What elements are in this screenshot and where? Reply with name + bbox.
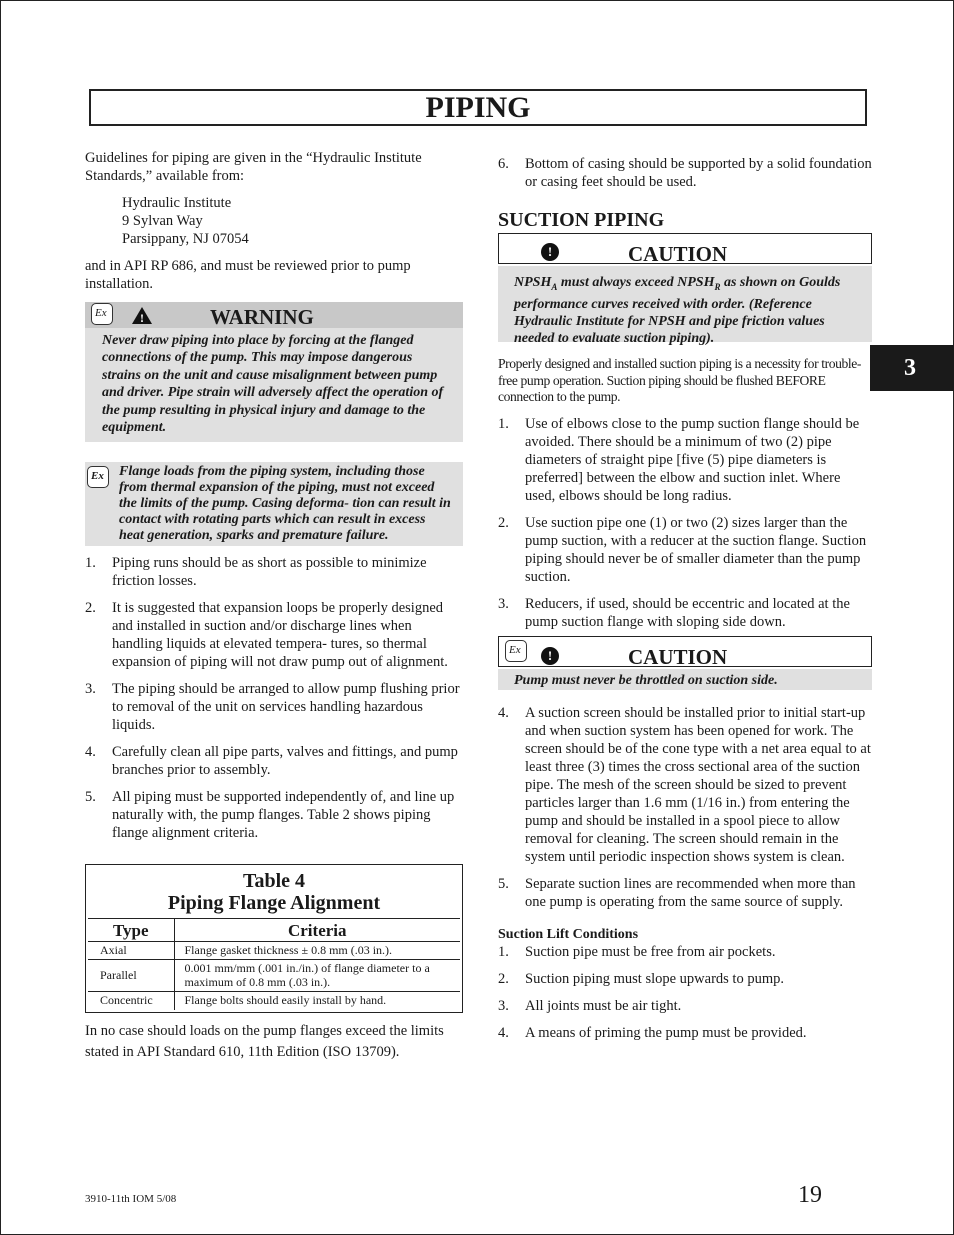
flange-load-text: Flange loads from the piping system, including those from thermal expansion of the piping, must not exceed the limits of the pump. Casing deforma- tion can result in contact with rotating parts which can result in excess heat generation, sparks and premature failure.: [119, 464, 451, 543]
warning-label: WARNING: [210, 305, 314, 329]
caution-label: CAUTION: [628, 644, 728, 669]
page-title-box: [89, 89, 867, 126]
table-header-type: Type: [88, 919, 174, 942]
closing-text: In no case should loads on the pump flanges exceed the limits stated in API Standard 610, 11th Edition (ISO 13709).: [85, 1022, 444, 1060]
list-item: 5. All piping must be supported independently of, and line up naturally with, the pump flanges. Table 2 shows piping flange alignment criteria.: [85, 789, 455, 842]
flange-alignment-table: [85, 864, 463, 1013]
address-line: 9 Sylvan Way: [122, 213, 203, 229]
section-tab: 3: [870, 345, 954, 391]
table-caption: Table 4 Piping Flange Alignment: [88, 867, 460, 919]
list-item: 3. All joints must be air tight.: [498, 997, 682, 1014]
page-title: PIPING: [425, 91, 531, 124]
list-item: 1. Piping runs should be as short as possible to minimize friction losses.: [85, 555, 427, 590]
list-item: 6. Bottom of casing should be supported by a solid foundation or casing feet should be used.: [498, 156, 872, 190]
address-block: [85, 194, 463, 248]
list-item: 1. Suction pipe must be free from air pockets.: [498, 943, 776, 960]
suction-lift-list: [498, 943, 872, 1042]
npsh-caution-text: $NPSH_A$ must always exceed $NPSH_R$ as shown on Goulds performance curves received with order. (Reference Hydraulic Institute for NPSH and pipe friction values needed to evaluate suction piping).: [498, 266, 872, 342]
warning-exclamation-icon: !: [140, 311, 144, 325]
table-header-criteria: Criteria: [174, 919, 460, 942]
left-column: [85, 149, 463, 1072]
list-item: 4. Carefully clean all pipe parts, valves and fittings, and pump branches prior to assembly.: [85, 744, 458, 779]
footer-doc-id: 3910-11th IOM 5/08: [85, 1193, 177, 1205]
api-note: and in API RP 686, and must be reviewed prior to pump installation.: [85, 258, 411, 292]
list-item: 3. Reducers, if used, should be eccentric and located at the pump suction flange with sloping side down.: [498, 595, 850, 630]
ex-icon: Ex: [87, 466, 109, 488]
flange-load-note: [85, 462, 463, 546]
ex-icon: Ex: [505, 640, 527, 662]
suction-lift-heading: Suction Lift Conditions: [498, 926, 639, 942]
page-number: 19: [798, 1182, 822, 1208]
list-item: 4. A suction screen should be installed prior to initial start-up and when suction system has been opened for work. The screen should be of the cone type with a net area equal to at least three (3) times the cross sectional area of the suction pipe. The mesh of the screen should be sized to prevent particles larger than 1.6 mm (1/16 in.) from entering the pump and should be installed in a spool piece to allow removal for cleaning. The screen should remain in the system until periodic inspection shows system is clean.: [498, 704, 871, 865]
list-item: 2. Use suction pipe one (1) or two (2) sizes larger than the pump suction, with a reducer at the suction flange. Suction piping should never be of smaller diameter than the pump suction.: [498, 514, 867, 585]
piping-list: [85, 554, 463, 842]
table-row: Axial Flange gasket thickness ± 0.8 mm (.03 in.).: [88, 941, 460, 960]
caution-header: [498, 233, 872, 264]
caution-exclamation-icon: !: [541, 243, 559, 261]
table-row: Parallel 0.001 mm/mm (.001 in./in.) of flange diameter to a maximum of 0.8 mm (.03 in.).: [88, 960, 460, 992]
list-item: 1. Use of elbows close to the pump suction flange should be avoided. There should be a minimum of two (2) pipe diameters of straight pipe [five (5) pipe diameters is preferred] between the elbow and suction inlet. Where used, elbows should be long radius.: [498, 415, 860, 504]
suction-list-continued: [498, 704, 872, 911]
throttle-caution-text: Pump must never be throttled on suction side.: [498, 669, 872, 690]
intro-text: Guidelines for piping are given in the “Hydraulic Institute Standards,” available from:: [85, 150, 422, 184]
list-item: 2. It is suggested that expansion loops be properly designed and installed in suction and/or discharge lines when handling liquids at elevated tempera- tures, so thermal expansion of piping will not draw pump out of alignment.: [85, 600, 448, 671]
list-item: 4. A means of priming the pump must be provided.: [498, 1024, 807, 1041]
table-row: Concentric Flange bolts should easily install by hand.: [88, 992, 460, 1010]
list-item: 3. The piping should be arranged to allow pump flushing prior to removal of the unit on services handling hazardous liquids.: [85, 681, 460, 734]
right-column: [498, 155, 872, 1051]
suction-piping-heading: SUCTION PIPING: [498, 209, 665, 231]
caution-header: [498, 636, 872, 667]
ex-icon: Ex: [91, 303, 113, 325]
suction-list: [498, 415, 872, 631]
piping-list-continued: [498, 155, 872, 191]
list-item: 2. Suction piping must slope upwards to pump.: [498, 970, 784, 987]
address-line: Hydraulic Institute: [122, 195, 232, 211]
caution-label: CAUTION: [628, 242, 728, 266]
suction-intro-text: Properly designed and installed suction piping is a necessity for trouble-free pump operation. Suction piping should be flushed BEFORE connection to the pump.: [498, 356, 862, 404]
warning-text: Never draw piping into place by forcing at the flanged connections of the pump. This may impose dangerous strains on the unit and cause misalignment between pump and driver. Pipe strain will adversely affect the operation of the pump resulting in physical injury and damage to the equipment.: [85, 328, 463, 442]
warning-header: [85, 302, 463, 328]
address-line: Parsippany, NJ 07054: [122, 231, 249, 247]
list-item: 5. Separate suction lines are recommended when more than one pump is operating from the same source of supply.: [498, 875, 856, 910]
caution-exclamation-icon: !: [541, 647, 559, 665]
